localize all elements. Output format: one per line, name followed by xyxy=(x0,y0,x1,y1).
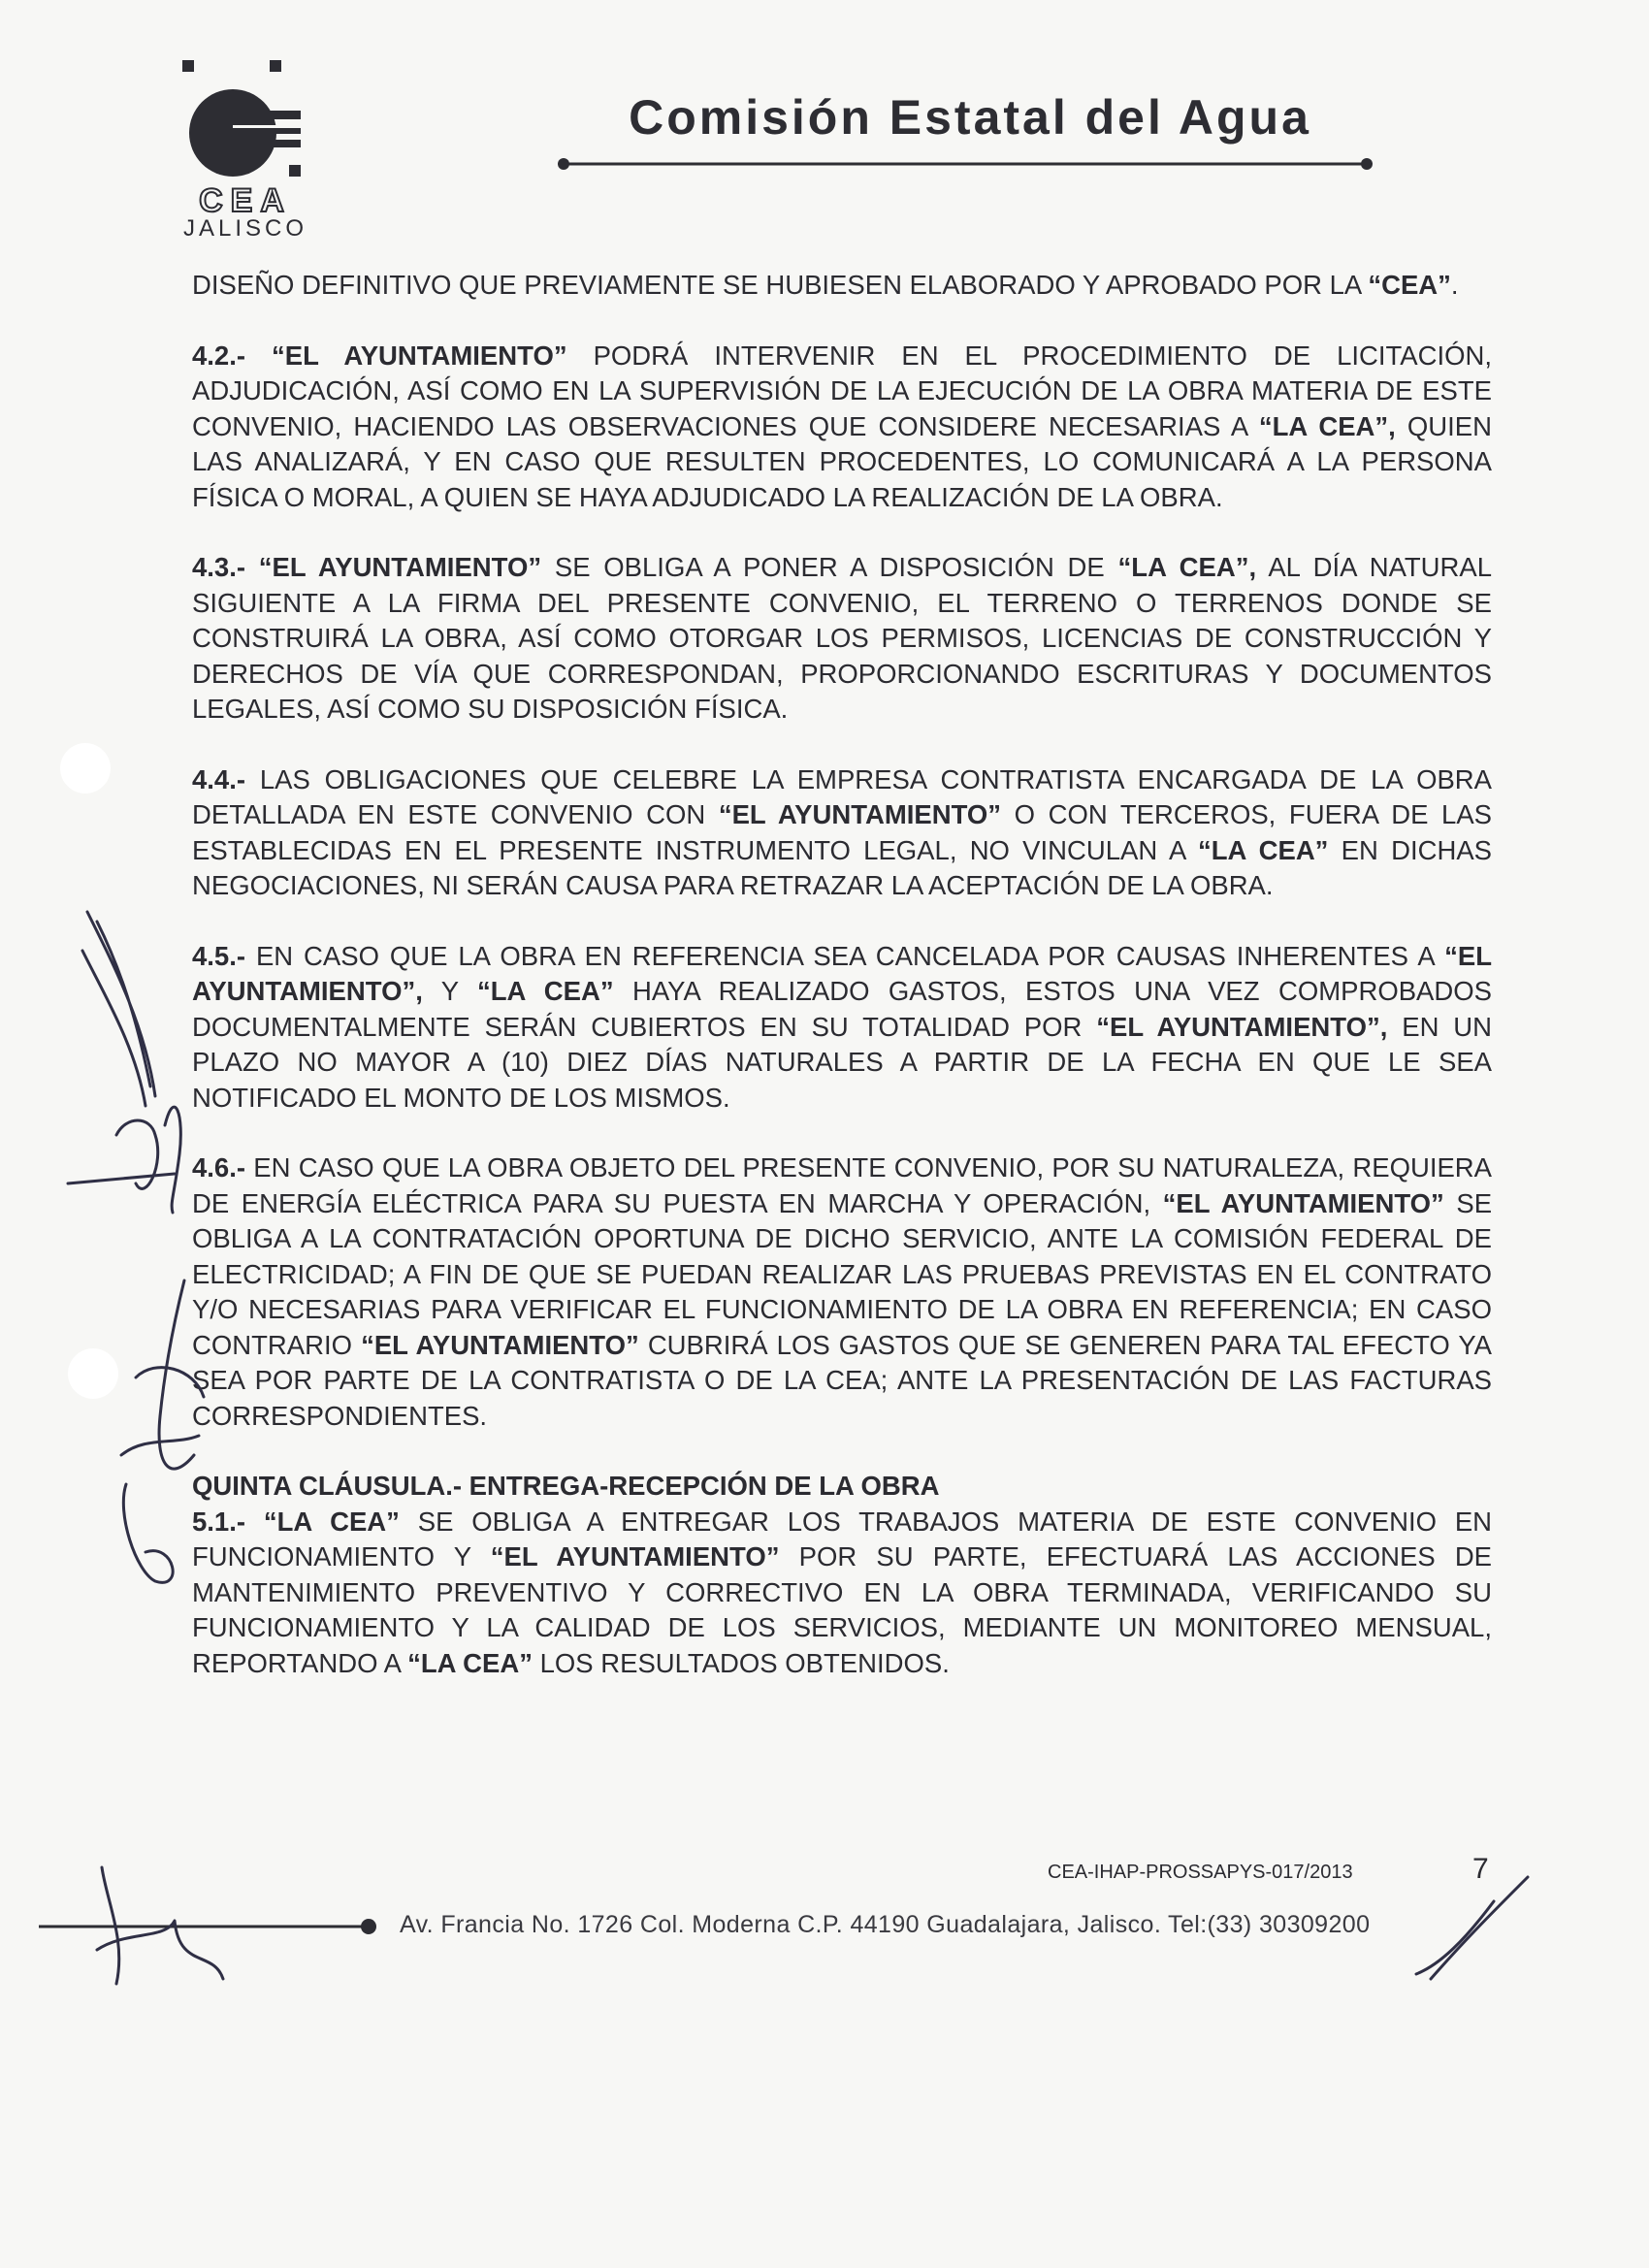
paragraph-4-4: 4.4.- LAS OBLIGACIONES QUE CELEBRE LA EMPRESA CONTRATISTA ENCARGADA DE LA OBRA DETALLADA EN ESTE CONVENIO CON “EL AYUNTAMIENTO” O CON TERCEROS, FUERA DE LAS ESTABLECIDAS EN EL PRESENTE INSTRUMENTO LEGAL, NO VINCULAN A “LA CEA” EN DICHAS NEGOCIACIONES, NI SERÁN CAUSA PARA RETRAZAR LA ACEPTACIÓN DE LA OBRA. xyxy=(192,763,1493,900)
page-number: 7 xyxy=(1472,1853,1489,1885)
clause-5-title: QUINTA CLÁUSULA.- ENTREGA-RECEPCIÓN DE LA OBRA xyxy=(192,1471,940,1501)
margin-signature-lower xyxy=(107,1261,223,1610)
header-rule xyxy=(558,157,1373,171)
footer-signature-left xyxy=(87,1863,233,1989)
margin-signature-upper xyxy=(58,892,194,1222)
paragraph-5-1: 5.1.- “LA CEA” SE OBLIGA A ENTREGAR LOS TRABAJOS MATERIA DE ESTE CONVENIO EN FUNCIONAMIENTO Y “EL AYUNTAMIENTO” POR SU PARTE, EFECTUARÁ LAS ACCIONES DE MANTENIMIENTO PREVENTIVO Y CORRECTIVO EN LA OBRA TERMINADA, VERIFICANDO SU FUNCIONAMIENTO Y LA CALIDAD DE LOS SERVICIOS, MEDIANTE UN MONITOREO MENSUAL, REPORTANDO A “LA CEA” LOS RESULTADOS OBTENIDOS. xyxy=(192,1506,1493,1678)
document-body xyxy=(192,268,1492,1716)
paragraph-4-2: 4.2.- “EL AYUNTAMIENTO” PODRÁ INTERVENIR EN EL PROCEDIMIENTO DE LICITACIÓN, ADJUDICACIÓN, ASÍ COMO EN LA SUPERVISIÓN DE LA EJECUCIÓN DE LA OBRA MATERIA DE ESTE CONVENIO, HACIENDO LAS OBSERVACIONES QUE CONSIDERE NECESARIAS A “LA CEA”, QUIEN LAS ANALIZARÁ, Y EN CASO QUE RESULTEN PROCEDENTES, LO COMUNICARÁ A LA PERSONA FÍSICA O MORAL, A QUIEN SE HAYA ADJUDICADO LA REALIZACIÓN DE LA OBRA. xyxy=(192,340,1493,512)
paragraph-4-6: 4.6.- EN CASO QUE LA OBRA OBJETO DEL PRESENTE CONVENIO, POR SU NATURALEZA, REQUIERA DE ENERGÍA ELÉCTRICA PARA SU PUESTA EN MARCHA Y OPERACIÓN, “EL AYUNTAMIENTO” SE OBLIGA A LA CONTRATACIÓN OPORTUNA DE DICHO SERVICIO, ANTE LA COMISIÓN FEDERAL DE ELECTRICIDAD; A FIN DE QUE SE PUEDAN REALIZAR LAS PRUEBAS PREVISTAS EN EL CONTRATO Y/O NECESARIAS PARA VERIFICAR EL FUNCIONAMIENTO DE LA OBRA EN REFERENCIA; EN CASO CONTRARIO “EL AYUNTAMIENTO” CUBRIRÁ LOS GASTOS QUE SE GENEREN PARA TAL EFECTO YA SEA POR PARTE DE LA CONTRATISTA O DE LA CEA; ANTE LA PRESENTACIÓN DE LAS FACTURAS CORRESPONDIENTES. xyxy=(192,1152,1493,1431)
paragraph-4-5: 4.5.- EN CASO QUE LA OBRA EN REFERENCIA SEA CANCELADA POR CAUSAS INHERENTES A “EL AYUNTAMIENTO”, Y “LA CEA” HAYA REALIZADO GASTOS, ESTOS UNA VEZ COMPROBADOS DOCUMENTALMENTE SERÁN CUBIERTOS EN SU TOTALIDAD POR “EL AYUNTAMIENTO”, EN UN PLAZO NO MAYOR A (10) DIEZ DÍAS NATURALES A PARTIR DE LA FECHA EN QUE LE SEA NOTIFICADO EL MONTO DE LOS MISMOS. xyxy=(192,940,1493,1113)
paragraph-intro: DISEÑO DEFINITIVO QUE PREVIAMENTE SE HUBIESEN ELABORADO Y APROBADO POR LA “CEA”. xyxy=(192,270,1459,300)
paragraph-4-3: 4.3.- “EL AYUNTAMIENTO” SE OBLIGA A PONER A DISPOSICIÓN DE “LA CEA”, AL DÍA NATURAL SIGUIENTE A LA FIRMA DEL PRESENTE CONVENIO, EL TERRENO O TERRENOS DONDE SE CONSTRUIRÁ LA OBRA, ASÍ COMO OTORGAR LOS PERMISOS, LICENCIAS DE CONSTRUCCIÓN Y DERECHOS DE VÍA QUE CORRESPONDAN, PROPORCIONANDO ESCRITURAS Y DOCUMENTOS LEGALES, ASÍ COMO SU DISPOSICIÓN FÍSICA. xyxy=(192,552,1493,724)
organization-title: Comisión Estatal del Agua xyxy=(629,90,1311,145)
logo-state: JALISCO xyxy=(182,215,308,242)
punch-hole-top xyxy=(60,743,111,794)
logo-acronym: CEA xyxy=(199,182,292,219)
document-code: CEA-IHAP-PROSSAPYS-017/2013 xyxy=(1048,1862,1353,1883)
footer-address: Av. Francia No. 1726 Col. Moderna C.P. 44190 Guadalajara, Jalisco. Tel:(33) 30309200 xyxy=(400,1911,1371,1938)
footer-signature-right xyxy=(1397,1863,1542,1989)
